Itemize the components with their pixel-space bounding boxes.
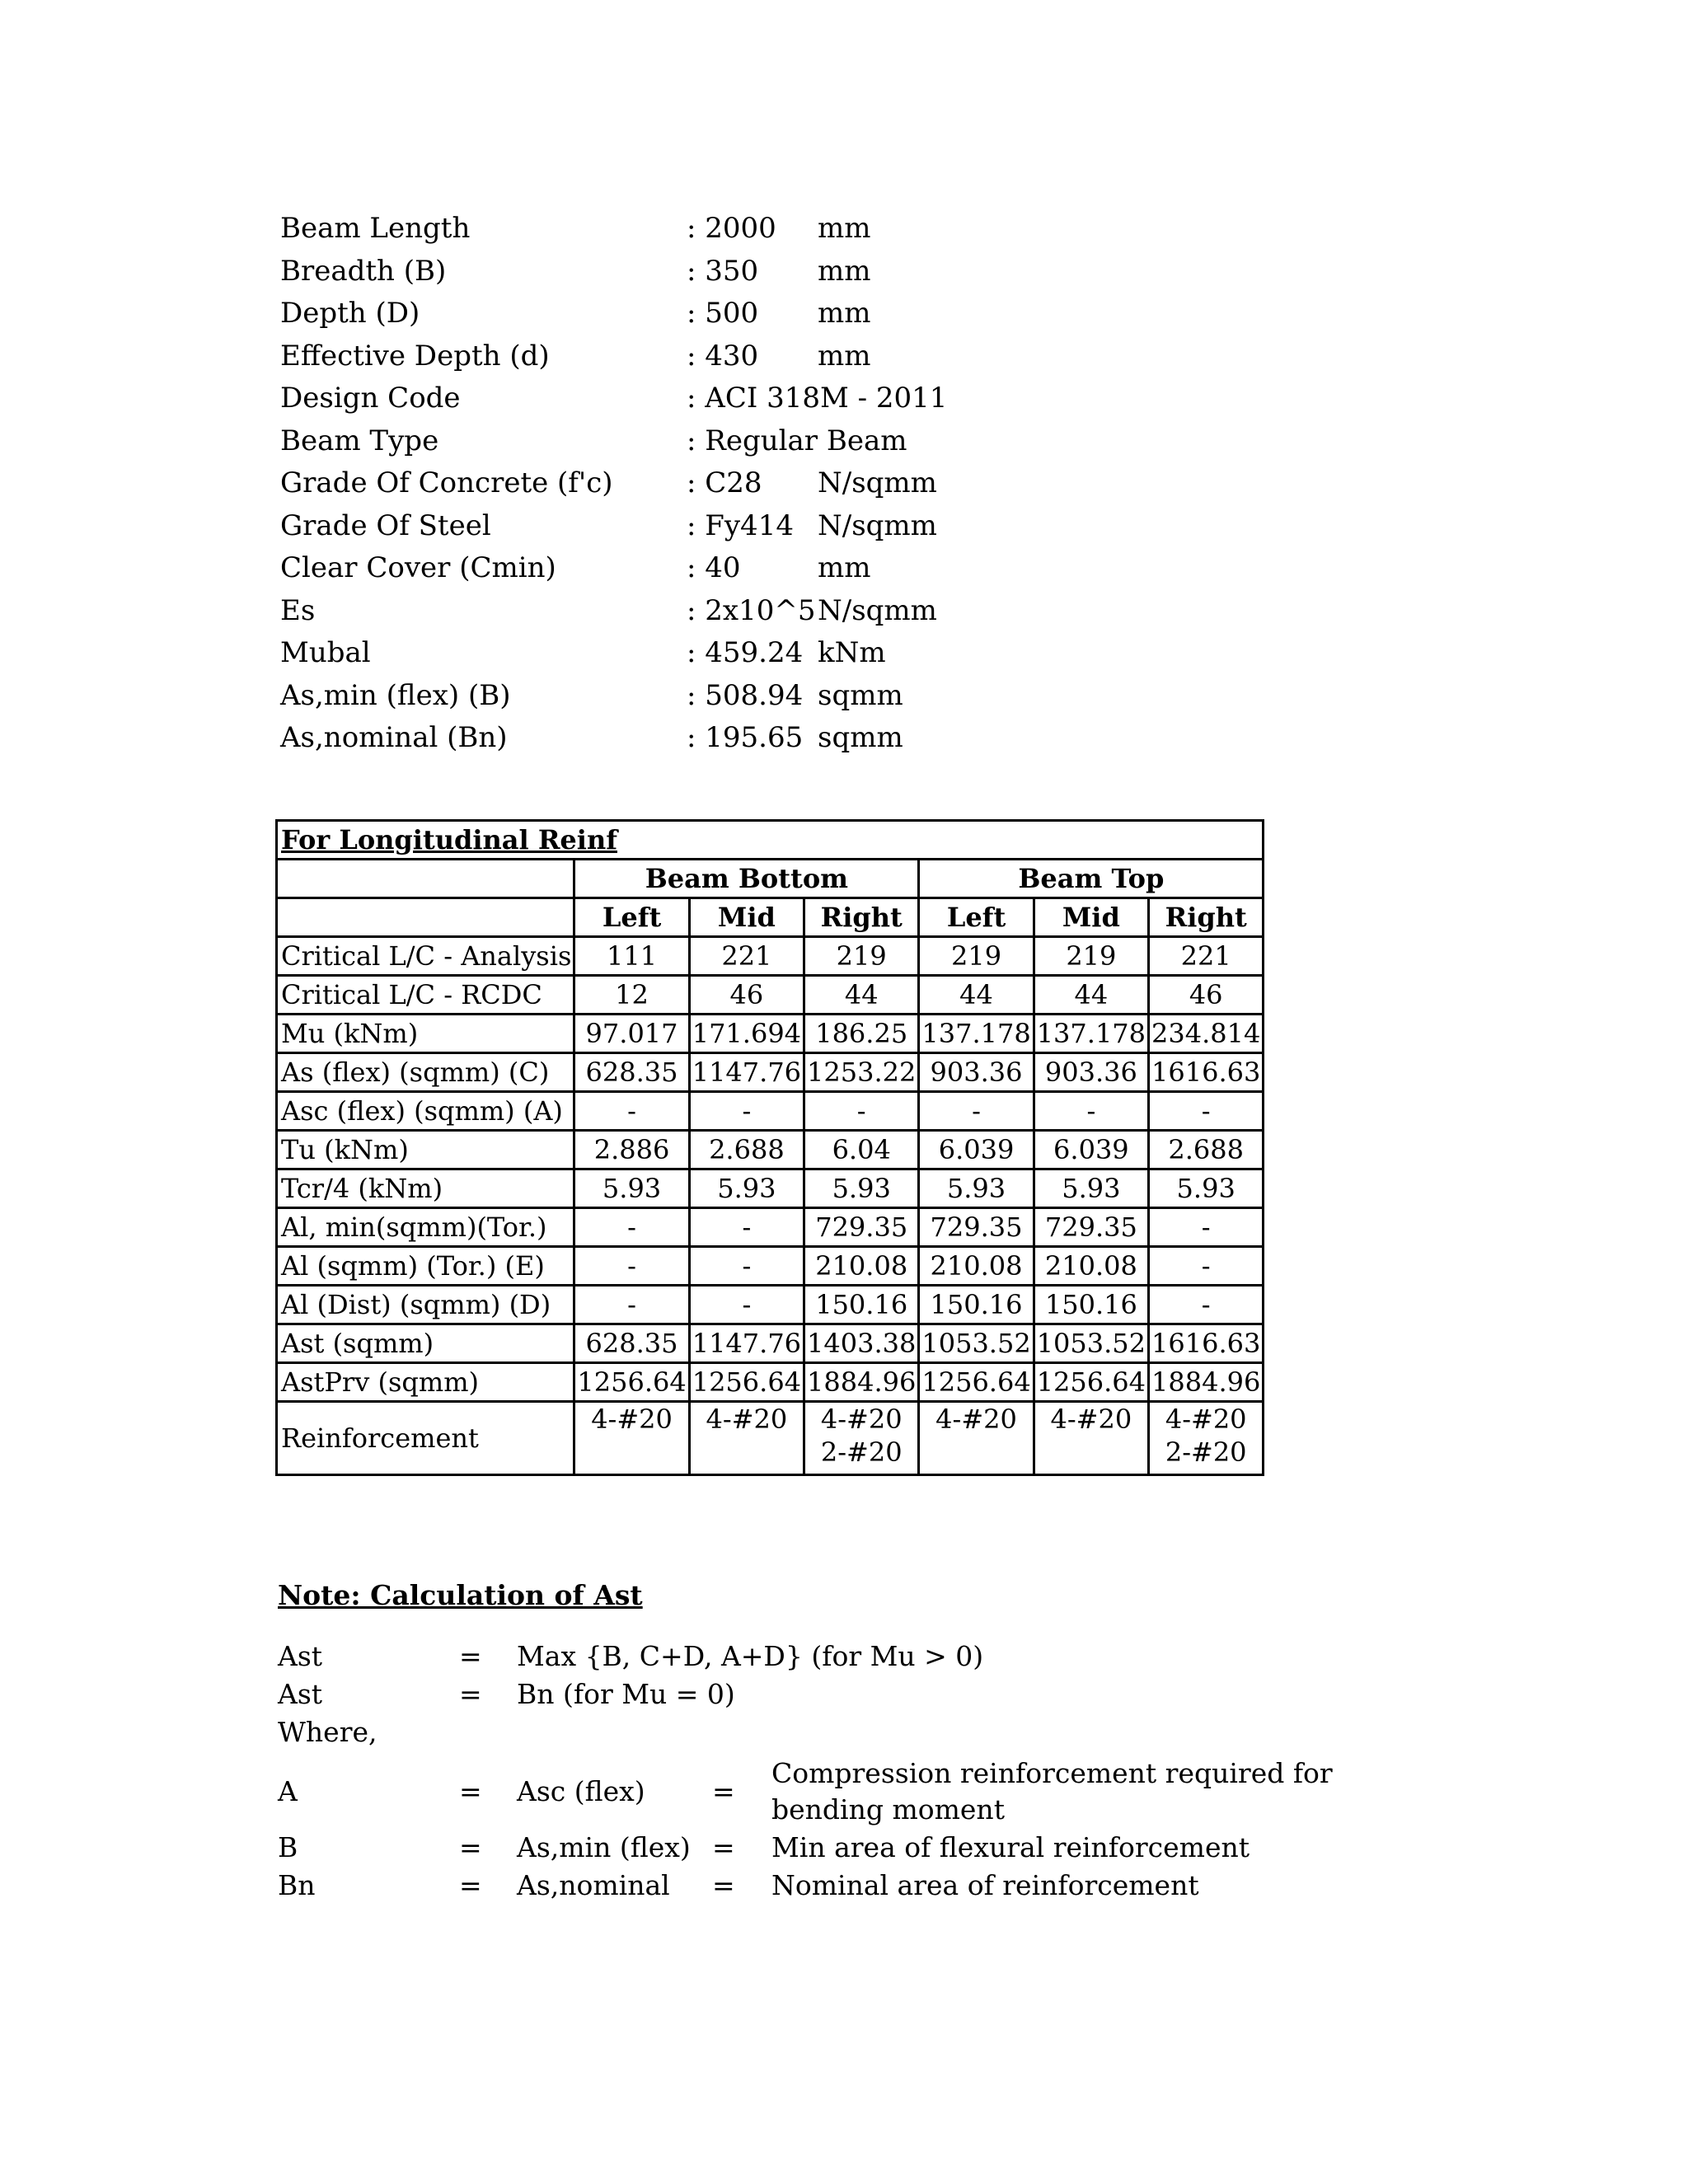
table-cell: 46	[689, 976, 804, 1015]
sub-header-cell: Mid	[1034, 898, 1148, 937]
table-row	[277, 976, 1264, 1015]
table-row	[277, 1324, 1264, 1363]
table-cell: -	[804, 1092, 919, 1131]
row-label: Mu (kNm)	[277, 1015, 574, 1053]
table-row	[277, 937, 1264, 976]
table-cell: 5.93	[574, 1169, 689, 1208]
def-description: Nominal area of reinforcement	[771, 1869, 1199, 1901]
property-label: Grade Of Concrete (f'c)	[280, 466, 613, 499]
table-cell: 729.35	[919, 1208, 1034, 1247]
def-equals: =	[459, 1869, 482, 1901]
table-cell: 1053.52	[1034, 1324, 1148, 1363]
table-cell: 903.36	[1034, 1053, 1148, 1092]
table-cell: -	[919, 1092, 1034, 1131]
property-label: As,nominal (Bn)	[280, 721, 508, 754]
table-cell: 12	[574, 976, 689, 1015]
table-cell: 5.93	[919, 1169, 1034, 1208]
table-cell: 1256.64	[689, 1363, 804, 1402]
row-label: As (flex) (sqmm) (C)	[277, 1053, 574, 1092]
table-row	[277, 1015, 1264, 1053]
property-value: : 350	[687, 254, 759, 288]
table-cell: 210.08	[804, 1247, 919, 1286]
property-label: Effective Depth (d)	[280, 339, 550, 373]
table-cell: -	[1149, 1092, 1264, 1131]
reinforcement-row	[277, 1402, 1264, 1475]
table-cell: -	[689, 1247, 804, 1286]
property-label: Design Code	[280, 382, 461, 415]
table-cell: 1616.63	[1149, 1053, 1264, 1092]
property-label: Grade Of Steel	[280, 509, 491, 542]
property-value: : Fy414	[687, 509, 794, 542]
reinforcement-line1: 4-#20	[1050, 1404, 1132, 1435]
property-value: : Regular Beam	[687, 424, 907, 457]
def-description: Min area of flexural reinforcement	[771, 1831, 1250, 1863]
reinforcement-line2: 2-#20	[820, 1436, 903, 1468]
table-row	[277, 1169, 1264, 1208]
table-cell: 628.35	[574, 1324, 689, 1363]
table-cell: 44	[919, 976, 1034, 1015]
row-label: Reinforcement	[277, 1402, 574, 1475]
empty-header-cell	[277, 898, 574, 937]
reinforcement-line1: 4-#20	[706, 1404, 788, 1435]
property-unit: sqmm	[818, 721, 903, 754]
row-label: Ast (sqmm)	[277, 1324, 574, 1363]
row-label: Tcr/4 (kNm)	[277, 1169, 574, 1208]
longitudinal-reinforcement-table	[275, 819, 1264, 1476]
property-unit: kNm	[818, 636, 886, 669]
def-description-line2: bending moment	[771, 1793, 1005, 1825]
property-unit: mm	[818, 212, 871, 245]
table-cell: 5.93	[1034, 1169, 1148, 1208]
table-cell: 1253.22	[804, 1053, 919, 1092]
group-header-beam-top: Beam Top	[919, 860, 1264, 898]
sub-header-cell: Right	[804, 898, 919, 937]
note-rhs: Bn (for Mu = 0)	[517, 1678, 735, 1710]
property-unit: mm	[818, 254, 871, 288]
table-cell: 903.36	[919, 1053, 1034, 1092]
note-equals: =	[459, 1678, 482, 1710]
def-equals: =	[459, 1831, 482, 1863]
table-row	[277, 1092, 1264, 1131]
property-unit: sqmm	[818, 678, 903, 712]
reinforcement-cell	[919, 1402, 1034, 1475]
table-cell: -	[1149, 1247, 1264, 1286]
note-lhs: Ast	[278, 1678, 323, 1710]
table-cell: 219	[1034, 937, 1148, 976]
table-cell: 137.178	[1034, 1015, 1148, 1053]
table-cell: -	[1034, 1092, 1148, 1131]
table-cell: 210.08	[919, 1247, 1034, 1286]
table-sub-header-row	[277, 898, 1264, 937]
def-equals: =	[459, 1775, 482, 1807]
def-equals: =	[712, 1775, 735, 1807]
reinforcement-cell	[574, 1402, 689, 1475]
property-label: Beam Length	[280, 212, 471, 245]
table-cell: 44	[1034, 976, 1148, 1015]
table-cell: -	[574, 1208, 689, 1247]
table-cell: 729.35	[804, 1208, 919, 1247]
note-title: Note: Calculation of Ast	[278, 1579, 643, 1611]
row-label: Al (sqmm) (Tor.) (E)	[277, 1247, 574, 1286]
note-where-text: Where,	[278, 1716, 377, 1748]
table-cell: 221	[689, 937, 804, 976]
table-row	[277, 1131, 1264, 1169]
sub-header-cell: Right	[1149, 898, 1264, 937]
property-unit: mm	[818, 339, 871, 373]
note-equals: =	[459, 1640, 482, 1672]
reinforcement-line1: 4-#20	[591, 1404, 673, 1435]
sub-header-cell: Left	[574, 898, 689, 937]
row-label: Asc (flex) (sqmm) (A)	[277, 1092, 574, 1131]
table-cell: 1884.96	[804, 1363, 919, 1402]
table-cell: 1147.76	[689, 1053, 804, 1092]
table-cell: 44	[804, 976, 919, 1015]
table-row	[277, 1363, 1264, 1402]
reinforcement-line1: 4-#20	[935, 1404, 1017, 1435]
table-row	[277, 1208, 1264, 1247]
property-value: : ACI 318M - 2011	[687, 382, 948, 415]
table-cell: 1616.63	[1149, 1324, 1264, 1363]
property-value: : 2000	[687, 212, 776, 245]
reinforcement-line2: 2-#20	[1165, 1436, 1247, 1468]
table-cell: 628.35	[574, 1053, 689, 1092]
def-equals: =	[712, 1831, 735, 1863]
def-symbol: B	[278, 1831, 298, 1863]
table-row	[277, 1053, 1264, 1092]
table-group-header-row	[277, 860, 1264, 898]
table-row	[277, 1247, 1264, 1286]
property-label: Breadth (B)	[280, 254, 447, 288]
property-unit: mm	[818, 551, 871, 584]
table-cell: 234.814	[1149, 1015, 1264, 1053]
property-unit: N/sqmm	[818, 466, 937, 499]
table-cell: 1256.64	[919, 1363, 1034, 1402]
property-value: : C28	[687, 466, 762, 499]
table-cell: -	[574, 1247, 689, 1286]
table-cell: 1256.64	[1034, 1363, 1148, 1402]
table-cell: -	[689, 1208, 804, 1247]
reinforcement-cell	[1034, 1402, 1148, 1475]
sub-header-cell: Left	[919, 898, 1034, 937]
group-header-beam-bottom: Beam Bottom	[574, 860, 919, 898]
property-value: : 40	[687, 551, 741, 584]
table-cell: 210.08	[1034, 1247, 1148, 1286]
def-symbol: A	[278, 1775, 298, 1807]
table-cell: 2.688	[1149, 1131, 1264, 1169]
table-cell: -	[1149, 1208, 1264, 1247]
sub-header-cell: Mid	[689, 898, 804, 937]
property-unit: N/sqmm	[818, 509, 937, 542]
table-title: For Longitudinal Reinf	[277, 821, 1264, 860]
table-cell: 6.039	[919, 1131, 1034, 1169]
reinforcement-line1: 4-#20	[820, 1404, 903, 1435]
table-title-row	[277, 821, 1264, 860]
table-cell: 219	[804, 937, 919, 976]
property-value: : 500	[687, 297, 759, 330]
table-cell: -	[689, 1092, 804, 1131]
property-unit: N/sqmm	[818, 593, 937, 627]
property-label: Beam Type	[280, 424, 439, 457]
table-cell: 111	[574, 937, 689, 976]
property-value: : 459.24	[687, 636, 804, 669]
property-label: Depth (D)	[280, 297, 420, 330]
property-label: As,min (flex) (B)	[280, 678, 511, 712]
property-unit: mm	[818, 297, 871, 330]
table-cell: 1053.52	[919, 1324, 1034, 1363]
table-cell: 6.04	[804, 1131, 919, 1169]
table-cell: 219	[919, 937, 1034, 976]
table-cell: -	[1149, 1286, 1264, 1324]
table-cell: 150.16	[919, 1286, 1034, 1324]
row-label: Al (Dist) (sqmm) (D)	[277, 1286, 574, 1324]
table-cell: 46	[1149, 976, 1264, 1015]
row-label: Critical L/C - RCDC	[277, 976, 574, 1015]
empty-header-cell	[277, 860, 574, 898]
table-cell: 150.16	[1034, 1286, 1148, 1324]
property-label: Es	[280, 593, 316, 627]
row-label: AstPrv (sqmm)	[277, 1363, 574, 1402]
row-label: Critical L/C - Analysis	[277, 937, 574, 976]
table-cell: 186.25	[804, 1015, 919, 1053]
table-cell: 6.039	[1034, 1131, 1148, 1169]
reinforcement-cell	[1149, 1402, 1264, 1475]
table-cell: 5.93	[804, 1169, 919, 1208]
table-cell: 97.017	[574, 1015, 689, 1053]
property-value: : 430	[687, 339, 759, 373]
table-body	[277, 937, 1264, 1402]
note-rhs: Max {B, C+D, A+D} (for Mu > 0)	[517, 1640, 984, 1672]
def-equals: =	[712, 1869, 735, 1901]
row-label: Al, min(sqmm)(Tor.)	[277, 1208, 574, 1247]
property-label: Clear Cover (Cmin)	[280, 551, 556, 584]
def-name: As,nominal	[517, 1869, 670, 1901]
table-cell: 1403.38	[804, 1324, 919, 1363]
property-value: : 195.65	[687, 721, 804, 754]
row-label: Tu (kNm)	[277, 1131, 574, 1169]
table-cell: 5.93	[689, 1169, 804, 1208]
table-cell: 150.16	[804, 1286, 919, 1324]
table-cell: 221	[1149, 937, 1264, 976]
table-cell: 2.886	[574, 1131, 689, 1169]
table-cell: 1147.76	[689, 1324, 804, 1363]
table-cell: 137.178	[919, 1015, 1034, 1053]
table-row	[277, 1286, 1264, 1324]
table-cell: 729.35	[1034, 1208, 1148, 1247]
def-name: Asc (flex)	[517, 1775, 645, 1807]
table-cell: -	[574, 1092, 689, 1131]
note-lhs: Ast	[278, 1640, 323, 1672]
def-symbol: Bn	[278, 1869, 316, 1901]
table-cell: 1256.64	[574, 1363, 689, 1402]
table-cell: 171.694	[689, 1015, 804, 1053]
table-cell: 5.93	[1149, 1169, 1264, 1208]
table-cell: 2.688	[689, 1131, 804, 1169]
reinforcement-line1: 4-#20	[1165, 1404, 1247, 1435]
table-cell: -	[574, 1286, 689, 1324]
reinforcement-cell	[804, 1402, 919, 1475]
reinforcement-cell	[689, 1402, 804, 1475]
table-cell: 1884.96	[1149, 1363, 1264, 1402]
property-value: : 508.94	[687, 678, 804, 712]
property-label: Mubal	[280, 636, 371, 669]
def-description: Compression reinforcement required for	[771, 1757, 1333, 1789]
table-cell: -	[689, 1286, 804, 1324]
def-name: As,min (flex)	[517, 1831, 691, 1863]
property-value: : 2x10^5	[687, 593, 816, 627]
